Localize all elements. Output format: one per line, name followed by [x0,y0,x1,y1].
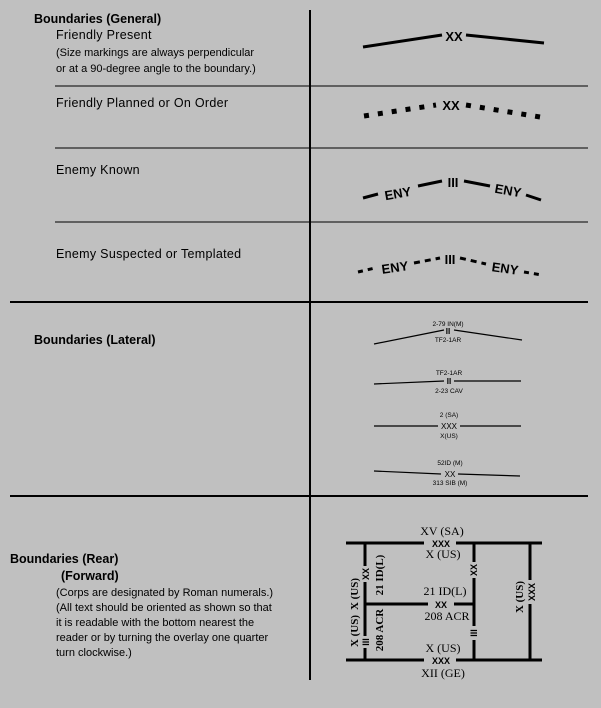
lateral-sample-4-top: 52ID (M) [437,460,463,467]
rear-note-1: (Corps are designated by Roman numerals.) [56,587,274,599]
rear-bottom-upper: X (US) [425,641,461,655]
rear-left-lower-unit: X (US) [349,614,361,648]
enemy-suspected-marker: III [444,252,456,267]
rear-bottom-marker: XXX [431,656,451,666]
rear-center-lower: 208 ACR [424,609,470,623]
lateral-sample-3-marker: XXX [440,422,458,431]
rear-subtitle: (Forward) [61,569,119,583]
rear-note-3: it is readable with the bottom nearest the [56,617,255,629]
rear-inner-left-unit-lower: 208 ACR [374,608,386,652]
rear-top-sub: X (US) [425,547,461,561]
rear-note-5: turn clockwise.) [56,647,132,659]
enemy-known-label: Enemy Known [56,163,140,177]
rear-top-label: XV (SA) [420,524,464,538]
rear-right-marker: XXX [527,582,537,602]
rear-top-marker: XXX [431,539,451,549]
rear-note-2: (All text should be oriented as shown so that [56,602,272,614]
enemy-known-marker: III [447,175,459,190]
rear-title: Boundaries (Rear) [10,552,119,566]
rear-inner-right-marker-lower: III [469,629,479,637]
lateral-sample-3-top: 2 (SA) [439,412,459,419]
friendly-present-marker: XX [445,29,463,44]
lateral-sample-4-marker: XX [444,470,456,479]
enemy-known-left-tag: ENY [383,183,413,204]
lateral-sample-4-bottom: 313 SIB (M) [432,480,468,487]
friendly-present-label: Friendly Present [56,28,152,42]
rear-note-4: reader or by turning the overlay one quarter [56,632,269,644]
enemy-suspected-right-tag: ENY [490,259,520,278]
lateral-sample-3-bottom: X(US) [440,433,458,440]
lateral-sample-2-marker: II [446,377,452,386]
rear-left-upper-unit: X (US) [349,577,361,611]
enemy-suspected-left-tag: ENY [380,258,410,277]
lateral-title: Boundaries (Lateral) [34,333,156,347]
enemy-suspected-label: Enemy Suspected or Templated [56,247,242,261]
lateral-sample-1-top: 2-79 IN(M) [432,321,464,328]
rear-bottom-label: XII (GE) [421,666,465,680]
rear-center-upper: 21 ID(L) [423,584,467,598]
rear-inner-right-marker-upper: XX [469,563,479,577]
lateral-sample-1-marker: II [445,327,451,336]
general-title: Boundaries (General) [34,12,162,26]
friendly-planned-label: Friendly Planned or On Order [56,96,229,110]
friendly-present-note-2: or at a 90-degree angle to the boundary.) [56,63,256,75]
enemy-known-right-tag: ENY [493,180,523,201]
rear-left-lower-marker: III [361,638,371,646]
rear-inner-left-unit: 21 ID(L) [374,554,386,596]
friendly-present-note-1: (Size markings are always perpendicular [56,47,255,59]
lateral-sample-2-top: TF2-1AR [435,370,463,377]
rear-left-upper-marker: XX [361,567,371,581]
lateral-sample-1-bottom: TF2-1AR [434,337,462,344]
friendly-planned-marker: XX [442,98,460,113]
rear-right-unit: X (US) [514,580,526,614]
rear-center-marker: XX [434,600,448,610]
lateral-sample-2-bottom: 2-23 CAV [435,388,463,395]
